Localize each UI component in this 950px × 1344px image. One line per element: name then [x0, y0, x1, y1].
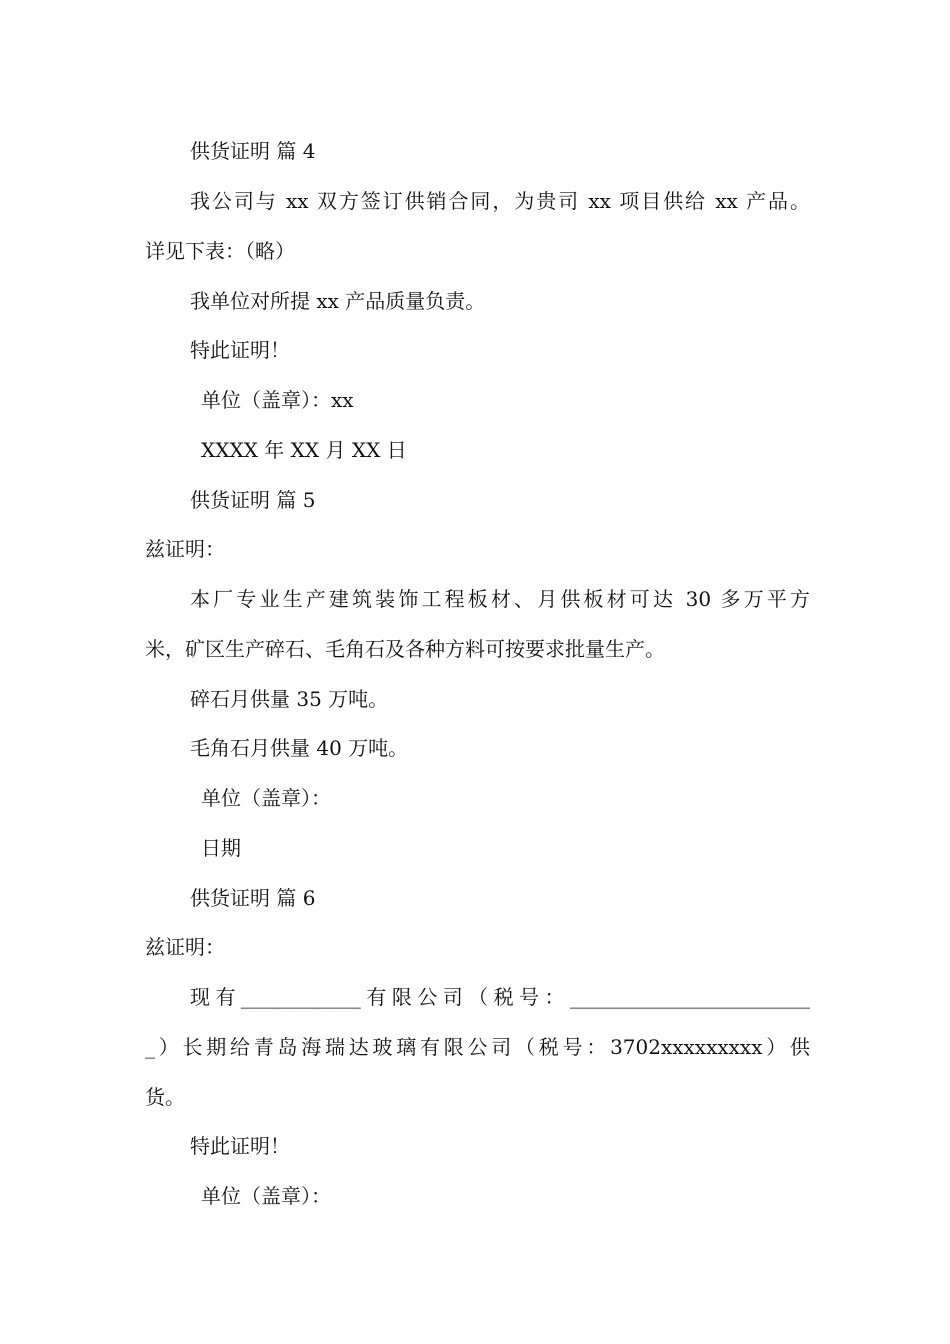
paragraph-line: 我公司与 xx 双方签订供销合同，为贵司 xx 项目供给 xx 产品。 [190, 189, 810, 213]
salutation: 兹证明： [145, 537, 225, 561]
closing-text: 特此证明！ [190, 1134, 290, 1158]
paragraph-line: 本厂专业生产建筑装饰工程板材、月供板材可达 30 多万平方 [190, 587, 810, 611]
paragraph-line: 米，矿区生产碎石、毛角石及各种方料可按要求批量生产。 [145, 637, 665, 661]
seal-line: 单位（盖章）： [201, 1184, 331, 1208]
paragraph-line: 货。 [145, 1085, 185, 1109]
date-line: XXXX 年 XX 月 XX 日 [201, 438, 407, 462]
paragraph-line: 现有____________有限公司（税号：________________________ [190, 985, 810, 1009]
date-line: 日期 [201, 836, 241, 860]
closing-text: 特此证明！ [190, 338, 290, 362]
seal-line: 单位（盖章）：xx [201, 388, 354, 412]
section-heading: 供货证明 篇 5 [190, 488, 316, 512]
section-heading: 供货证明 篇 4 [190, 139, 316, 163]
section-heading: 供货证明 篇 6 [190, 886, 316, 910]
seal-line: 单位（盖章）： [201, 786, 331, 810]
salutation: 兹证明： [145, 935, 225, 959]
paragraph-line: 详见下表：（略） [145, 239, 295, 263]
paragraph-line: _）长期给青岛海瑞达玻璃有限公司（税号：3702xxxxxxxxx）供 [145, 1035, 810, 1059]
paragraph: 我单位对所提 xx 产品质量负责。 [190, 289, 486, 313]
paragraph: 碎石月供量 35 万吨。 [190, 687, 389, 711]
paragraph: 毛角石月供量 40 万吨。 [190, 736, 409, 760]
